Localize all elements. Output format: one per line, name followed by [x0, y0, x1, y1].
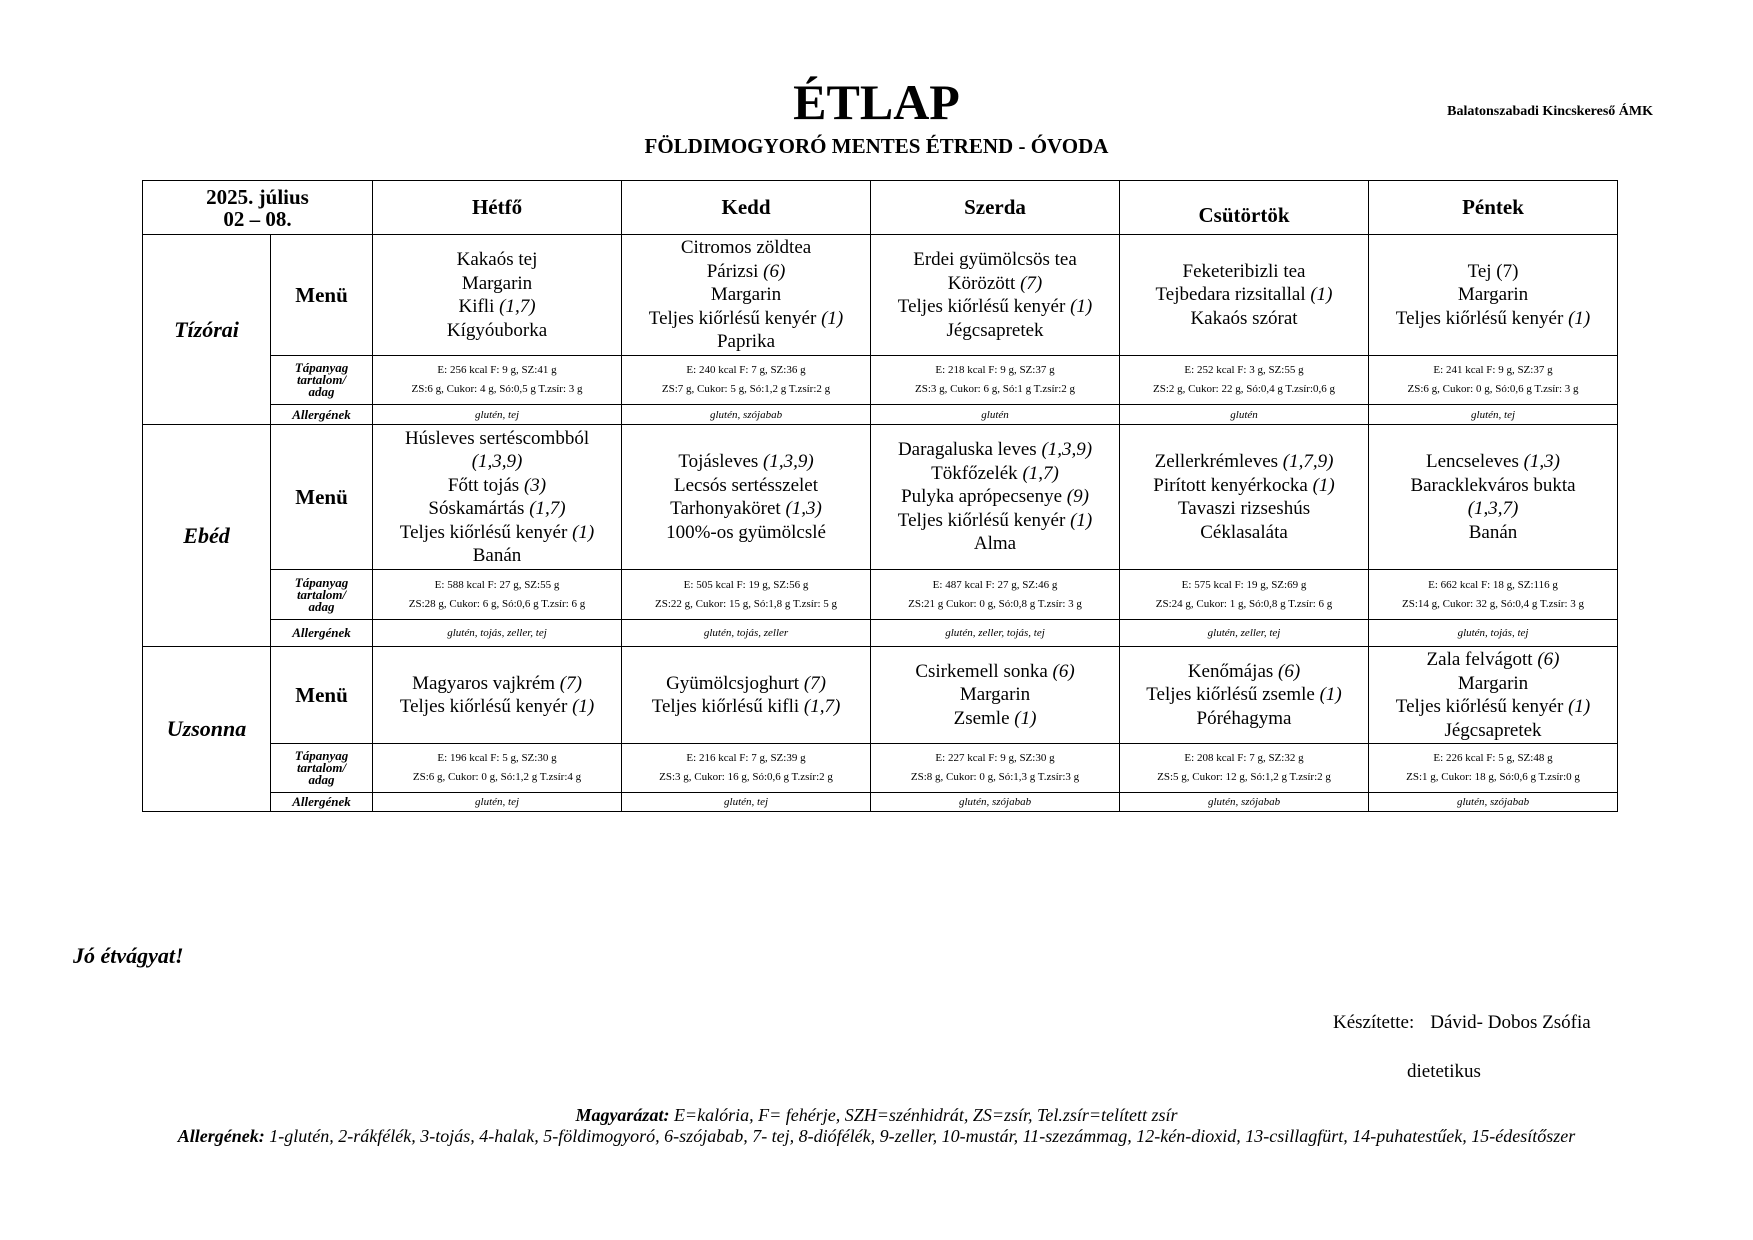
menu-table — [142, 180, 1618, 812]
date-line-1: 2025. július — [206, 184, 309, 209]
menu-item-text: Zala felvágott — [1426, 649, 1538, 670]
menu-row — [143, 235, 1618, 356]
nutrition-cell-monday — [373, 356, 622, 405]
menu-item-text: Teljes kiőrlésű kenyér — [897, 509, 1071, 531]
menu-item — [1369, 260, 1617, 284]
nutrition-label-line: tartalom/ — [296, 760, 347, 775]
author-role: dietetikus — [1407, 1061, 1481, 1082]
menu-cell-thursday — [1120, 647, 1369, 744]
nutrition-line: E: 241 kcal F: 9 g, SZ:37 g — [1433, 364, 1553, 376]
nutrition-cell-monday — [373, 570, 622, 620]
menu-item — [871, 462, 1119, 486]
nutrition-cell-thursday — [1120, 744, 1369, 793]
nutrition-label-line: tartalom/ — [296, 586, 347, 602]
menu-cell-friday — [1369, 647, 1618, 744]
nutrition-line: E: 575 kcal F: 19 g, SZ:69 g — [1181, 578, 1307, 591]
menu-item-text: Csirkemell sonka — [915, 660, 1053, 682]
allergen-legend-line — [100, 1126, 1653, 1147]
menu-item-allergen-codes: (1) — [1319, 684, 1342, 706]
menu-item — [871, 272, 1119, 296]
allergen-legend-title: Allergének: — [177, 1126, 265, 1146]
menu-item-text: Gyümölcsjoghurt — [666, 672, 804, 694]
menu-item-text: Margarin — [1457, 672, 1529, 694]
allergen-label: Allergének — [271, 405, 373, 425]
menu-item — [622, 497, 870, 521]
menu-item — [1120, 260, 1368, 284]
meal-name: Tízórai — [143, 235, 271, 425]
menu-item-allergen-codes: (1,3,9) — [471, 451, 523, 472]
menu-cell-monday — [373, 235, 622, 356]
menu-cell-friday — [1369, 235, 1618, 356]
nutrition-label — [271, 744, 373, 793]
menu-item-allergen-codes: (3) — [523, 474, 547, 496]
menu-item — [373, 695, 621, 719]
menu-item-allergen-codes: (1) — [821, 307, 844, 329]
menu-item-text: Teljes kiőrlésű zsemle — [1146, 684, 1320, 706]
nutrition-label-line: adag — [308, 384, 335, 399]
nutrition-line: ZS:21 g Cukor: 0 g, Só:0,8 g T.zsír: 3 g — [908, 597, 1082, 610]
menu-item-text: Banán — [1468, 521, 1518, 543]
menu-item-text: Húsleves sertéscombból — [404, 427, 590, 449]
menu-item-text: Magyaros vajkrém — [412, 672, 560, 694]
menu-row — [143, 647, 1618, 744]
menu-item — [1120, 307, 1368, 331]
allergen-cell-monday: glutén, tojás, zeller, tej — [373, 620, 622, 647]
nutrition-line: ZS:22 g, Cukor: 15 g, Só:1,8 g T.zsír: 5 g — [655, 597, 838, 610]
menu-item — [373, 319, 621, 343]
menu-item-allergen-codes: (1) — [1070, 296, 1093, 317]
nutrition-line: ZS:28 g, Cukor: 6 g, Só:0,6 g T.zsír: 6 g — [408, 597, 586, 610]
menu-item — [622, 450, 870, 474]
menu-item-allergen-codes: (1,7) — [529, 498, 566, 519]
nutrition-row — [143, 570, 1618, 620]
nutrition-line: ZS:6 g, Cukor: 0 g, Só:0,6 g T.zsír: 3 g — [1407, 383, 1579, 395]
menu-item-text: Zsemle — [953, 707, 1015, 729]
nutrition-label-line: Tápanyag — [294, 748, 349, 763]
menu-item-allergen-codes: (9) — [1066, 486, 1089, 508]
nutrition-label-line: Tápanyag — [294, 574, 349, 590]
menu-item-text: Daragaluska leves — [897, 439, 1042, 461]
menu-item-text: Feketeribizli tea — [1182, 260, 1306, 282]
menu-item — [373, 474, 621, 498]
menu-item-text: Tavaszi rizseshús — [1177, 498, 1311, 519]
nutrition-line: ZS:5 g, Cukor: 12 g, Só:1,2 g T.zsír:2 g — [1157, 771, 1331, 783]
menu-item-allergen-codes: (1) — [1070, 509, 1093, 531]
menu-item-text: Céklasaláta — [1200, 521, 1288, 543]
menu-item-allergen-codes: (6) — [763, 260, 786, 282]
header-row — [143, 181, 1618, 235]
menu-item-text: Kifli — [458, 296, 500, 317]
nutrition-line: ZS:6 g, Cukor: 0 g, Só:1,2 g T.zsír:4 g — [412, 771, 582, 783]
menu-item-text: Teljes kiőrlésű kifli — [651, 696, 804, 717]
menu-item — [1120, 450, 1368, 474]
nutrition-line: E: 226 kcal F: 5 g, SZ:48 g — [1433, 752, 1553, 764]
nutrition-label-line: tartalom/ — [296, 372, 347, 387]
menu-item — [1120, 283, 1368, 307]
menu-item — [1369, 648, 1617, 672]
menu-item-text: Kenőmájas — [1187, 660, 1279, 682]
menu-item — [871, 683, 1119, 707]
menu-item-text: Pirított kenyérkocka — [1153, 474, 1313, 496]
nutrition-line: E: 662 kcal F: 18 g, SZ:116 g — [1428, 578, 1558, 591]
menu-item-text: Kígyóuborka — [446, 319, 548, 341]
menu-item-text: Teljes kiőrlésű kenyér — [648, 307, 822, 329]
author-name: Dávid- Dobos Zsófia — [1430, 1012, 1591, 1033]
nutrition-cell-wednesday — [871, 356, 1120, 405]
author-label: Készítette: — [1333, 1012, 1415, 1033]
menu-item-text: Margarin — [710, 284, 782, 306]
menu-item — [871, 509, 1119, 533]
menu-item-allergen-codes: (1,3) — [1523, 451, 1561, 472]
menu-item-allergen-codes: (1) — [1568, 307, 1591, 329]
menu-item-text: Sóskamártás — [428, 498, 530, 519]
menu-item-text: Tojásleves — [678, 451, 764, 472]
nutrition-cell-monday — [373, 744, 622, 793]
menu-item-text: Kakaós tej — [456, 249, 538, 270]
nutrition-cell-friday — [1369, 356, 1618, 405]
nutrition-label-line: adag — [308, 772, 335, 787]
menu-item-allergen-codes: (1) — [572, 696, 595, 717]
menu-item-text: Főtt tojás — [447, 474, 524, 496]
menu-item — [871, 707, 1119, 731]
nutrition-line: E: 196 kcal F: 5 g, SZ:30 g — [437, 752, 557, 764]
menu-cell-monday — [373, 647, 622, 744]
menu-item-allergen-codes: (1,3,9) — [763, 451, 814, 472]
nutrition-line: E: 218 kcal F: 9 g, SZ:37 g — [935, 364, 1055, 376]
menu-item-allergen-codes: (1,3) — [785, 498, 822, 519]
nutrition-line: E: 252 kcal F: 3 g, SZ:55 g — [1184, 364, 1304, 376]
menu-row — [143, 425, 1618, 570]
nutrition-cell-friday — [1369, 744, 1618, 793]
allergen-label: Allergének — [271, 620, 373, 647]
nutrition-cell-friday — [1369, 570, 1618, 620]
nutrition-line: E: 208 kcal F: 7 g, SZ:32 g — [1184, 752, 1304, 764]
nutrition-line: E: 216 kcal F: 7 g, SZ:39 g — [686, 752, 806, 764]
menu-item — [622, 260, 870, 284]
nutrition-label-line: Tápanyag — [294, 360, 349, 375]
menu-item-text: Körözött — [947, 272, 1021, 294]
menu-cell-wednesday — [871, 425, 1120, 570]
legend — [100, 1105, 1653, 1147]
menu-cell-thursday — [1120, 425, 1369, 570]
nutrition-line: E: 240 kcal F: 7 g, SZ:36 g — [686, 364, 806, 376]
menu-label: Menü — [271, 425, 373, 570]
menu-item — [622, 330, 870, 354]
menu-item-text: Paprika — [716, 331, 776, 353]
menu-label: Menü — [271, 647, 373, 744]
nutrition-line: ZS:24 g, Cukor: 1 g, Só:0,8 g T.zsír: 6 g — [1155, 597, 1333, 610]
nutrition-cell-wednesday — [871, 570, 1120, 620]
menu-item — [871, 532, 1119, 556]
allergen-cell-friday: glutén, tojás, tej — [1369, 620, 1618, 647]
menu-item — [373, 295, 621, 319]
menu-cell-tuesday — [622, 425, 871, 570]
nutrition-cell-thursday — [1120, 570, 1369, 620]
menu-item — [1120, 707, 1368, 731]
allergen-cell-monday: glutén, tej — [373, 405, 622, 425]
nutrition-line: E: 588 kcal F: 27 g, SZ:55 g — [434, 578, 560, 591]
menu-item-text: Margarin — [959, 684, 1031, 706]
day-header-tuesday: Kedd — [622, 181, 871, 235]
menu-item-allergen-codes: (1,7) — [1022, 462, 1059, 484]
menu-item-text: Póréhagyma — [1196, 707, 1292, 729]
menu-cell-thursday — [1120, 235, 1369, 356]
day-header-thursday: Csütörtök — [1120, 181, 1369, 235]
allergen-cell-wednesday: glutén, szójabab — [871, 793, 1120, 812]
menu-item — [1369, 672, 1617, 696]
institution-name: Balatonszabadi Kincskereső ÁMK — [1447, 104, 1653, 119]
nutrition-line: ZS:6 g, Cukor: 4 g, Só:0,5 g T.zsír: 3 g — [411, 383, 583, 395]
allergen-cell-friday: glutén, szójabab — [1369, 793, 1618, 812]
nutrition-line: E: 227 kcal F: 9 g, SZ:30 g — [935, 752, 1055, 764]
menu-item — [1120, 521, 1368, 545]
allergen-cell-thursday: glutén — [1120, 405, 1369, 425]
menu-item-text: Tarhonyaköret — [670, 498, 786, 519]
menu-cell-tuesday — [622, 235, 871, 356]
allergen-row — [143, 793, 1618, 812]
legend-text: E=kalória, F= fehérje, SZH=szénhidrát, ZS=zsír, Tel.zsír=telített zsír — [669, 1105, 1178, 1125]
menu-item-text: Teljes kiőrlésű kenyér — [1395, 307, 1569, 329]
menu-item-allergen-codes: (1) — [1310, 284, 1333, 306]
menu-item-text: Teljes kiőrlésű kenyér — [399, 521, 573, 543]
menu-item — [1369, 521, 1617, 545]
menu-item-text: Pulyka aprópecsenye — [901, 486, 1067, 508]
day-header-wednesday: Szerda — [871, 181, 1120, 235]
menu-item — [373, 450, 621, 474]
menu-item-text: Jégcsapretek — [946, 319, 1044, 341]
menu-item-text: Lecsós sertésszelet — [674, 474, 819, 496]
menu-item-allergen-codes: (6) — [1278, 660, 1301, 682]
legend-line — [100, 1105, 1653, 1126]
menu-item-allergen-codes: (1) — [572, 521, 595, 543]
date-range-cell — [143, 181, 373, 235]
menu-item — [622, 236, 870, 260]
allergen-legend-text: 1-glutén, 2-rákfélék, 3-tojás, 4-halak, 5-földimogyoró, 6-szójabab, 7- tej, 8-diófélék, 9-zeller, 10-mustár, 11-szezámmag, 12-kén-dioxid, 13-csillagfürt, 14-puhatestűek, 15-édesítőszer — [264, 1126, 1576, 1146]
menu-item-text: Citromos zöldtea — [680, 237, 812, 259]
menu-item — [1369, 695, 1617, 719]
menu-cell-friday — [1369, 425, 1618, 570]
menu-item-allergen-codes: (6) — [1537, 649, 1560, 670]
allergen-row — [143, 405, 1618, 425]
nutrition-line: ZS:2 g, Cukor: 22 g, Só:0,4 g T.zsír:0,6 g — [1153, 383, 1336, 395]
menu-item — [1369, 283, 1617, 307]
allergen-cell-thursday: glutén, szójabab — [1120, 793, 1369, 812]
menu-item — [1120, 683, 1368, 707]
menu-item — [1369, 307, 1617, 331]
nutrition-line: ZS:3 g, Cukor: 6 g, Só:1 g T.zsír:2 g — [915, 383, 1076, 395]
menu-item — [1369, 497, 1617, 521]
menu-cell-wednesday — [871, 647, 1120, 744]
meal-name: Uzsonna — [143, 647, 271, 812]
menu-item — [373, 521, 621, 545]
menu-item-allergen-codes: (1) — [1014, 707, 1037, 729]
menu-item-text: Zellerkrémleves — [1154, 451, 1283, 472]
allergen-cell-monday: glutén, tej — [373, 793, 622, 812]
nutrition-label-line: adag — [308, 598, 335, 614]
menu-item — [871, 295, 1119, 319]
menu-item — [871, 319, 1119, 343]
menu-item-text: 100%-os gyümölcslé — [666, 521, 826, 543]
menu-item — [1369, 719, 1617, 743]
menu-item-text: Tej (7) — [1467, 260, 1519, 282]
menu-item — [1120, 474, 1368, 498]
menu-item-text: Baracklekváros bukta — [1410, 474, 1576, 496]
nutrition-cell-thursday — [1120, 356, 1369, 405]
nutrition-line: ZS:1 g, Cukor: 18 g, Só:0,6 g T.zsír:0 g — [1406, 771, 1580, 783]
menu-item — [373, 497, 621, 521]
menu-item — [373, 272, 621, 296]
allergen-label: Allergének — [271, 793, 373, 812]
menu-cell-monday — [373, 425, 622, 570]
allergen-cell-friday: glutén, tej — [1369, 405, 1618, 425]
menu-item — [373, 672, 621, 696]
allergen-row — [143, 620, 1618, 647]
day-header-friday: Péntek — [1369, 181, 1618, 235]
menu-item-text: Margarin — [1457, 284, 1529, 306]
nutrition-cell-tuesday — [622, 744, 871, 793]
menu-cell-tuesday — [622, 647, 871, 744]
day-header-monday: Hétfő — [373, 181, 622, 235]
legend-title: Magyarázat: — [575, 1105, 670, 1125]
page-subtitle: FÖLDIMOGYORÓ MENTES ÉTREND - ÓVODA — [644, 134, 1109, 158]
menu-item — [622, 521, 870, 545]
menu-item-allergen-codes: (6) — [1052, 660, 1075, 682]
menu-item — [373, 427, 621, 451]
menu-item-text: Kakaós szórat — [1190, 307, 1298, 329]
author-line — [1333, 1012, 1591, 1034]
menu-item-text: Banán — [472, 545, 522, 566]
menu-item-allergen-codes: (1) — [1568, 696, 1591, 717]
menu-item — [622, 474, 870, 498]
menu-label: Menü — [271, 235, 373, 356]
menu-item — [622, 695, 870, 719]
nutrition-line: ZS:8 g, Cukor: 0 g, Só:1,3 g T.zsír:3 g — [910, 771, 1080, 783]
nutrition-line: ZS:7 g, Cukor: 5 g, Só:1,2 g T.zsír:2 g — [661, 383, 831, 395]
menu-item — [373, 248, 621, 272]
menu-item-text: Lencseleves — [1426, 451, 1524, 472]
nutrition-line: E: 256 kcal F: 9 g, SZ:41 g — [437, 364, 557, 376]
page-title: ÉTLAP — [793, 74, 960, 130]
menu-item-text: Alma — [973, 533, 1017, 555]
nutrition-row — [143, 356, 1618, 405]
menu-item-text: Margarin — [461, 272, 533, 294]
nutrition-label — [271, 570, 373, 620]
allergen-cell-wednesday: glutén, zeller, tojás, tej — [871, 620, 1120, 647]
menu-item-text: Teljes kiőrlésű kenyér — [1395, 696, 1569, 717]
menu-item — [1120, 497, 1368, 521]
menu-item — [1120, 660, 1368, 684]
nutrition-label — [271, 356, 373, 405]
menu-item-allergen-codes: (7) — [803, 672, 826, 694]
nutrition-cell-tuesday — [622, 356, 871, 405]
allergen-cell-thursday: glutén, zeller, tej — [1120, 620, 1369, 647]
menu-item — [1369, 474, 1617, 498]
greeting: Jó étvágyat! — [73, 943, 184, 968]
menu-item-allergen-codes: (1,7) — [499, 296, 536, 317]
allergen-cell-tuesday: glutén, szójabab — [622, 405, 871, 425]
menu-item-allergen-codes: (7) — [1020, 272, 1043, 294]
menu-item-text: Tejbedara rizsitallal — [1155, 284, 1311, 306]
nutrition-row — [143, 744, 1618, 793]
nutrition-line: ZS:3 g, Cukor: 16 g, Só:0,6 g T.zsír:2 g — [659, 771, 833, 783]
menu-item — [373, 544, 621, 568]
menu-item-text: Tökfőzelék — [931, 462, 1023, 484]
menu-cell-wednesday — [871, 235, 1120, 356]
allergen-cell-tuesday: glutén, tej — [622, 793, 871, 812]
nutrition-cell-tuesday — [622, 570, 871, 620]
menu-item — [871, 660, 1119, 684]
date-line-2: 02 – 08. — [223, 206, 292, 231]
nutrition-cell-wednesday — [871, 744, 1120, 793]
meal-name: Ebéd — [143, 425, 271, 647]
menu-item — [622, 307, 870, 331]
allergen-cell-wednesday: glutén — [871, 405, 1120, 425]
menu-item-text: Jégcsapretek — [1444, 719, 1542, 741]
menu-item-text: Teljes kiőrlésű kenyér — [399, 696, 573, 717]
nutrition-line: E: 487 kcal F: 27 g, SZ:46 g — [932, 578, 1058, 591]
menu-item — [871, 438, 1119, 462]
menu-item — [1369, 450, 1617, 474]
menu-item-allergen-codes: (1,7) — [803, 696, 841, 717]
nutrition-line: ZS:14 g, Cukor: 32 g, Só:0,4 g T.zsír: 3 g — [1402, 597, 1585, 610]
allergen-cell-tuesday: glutén, tojás, zeller — [622, 620, 871, 647]
menu-item — [871, 248, 1119, 272]
menu-item-allergen-codes: (1,3,9) — [1041, 439, 1093, 461]
menu-item — [622, 672, 870, 696]
menu-item-text: Erdei gyümölcsös tea — [913, 249, 1077, 270]
menu-item-text: Párizsi — [706, 260, 764, 282]
menu-item-allergen-codes: (1) — [1312, 474, 1335, 496]
menu-item-allergen-codes: (1,3,7) — [1467, 498, 1519, 519]
nutrition-line: E: 505 kcal F: 19 g, SZ:56 g — [683, 578, 809, 591]
menu-item-allergen-codes: (7) — [559, 672, 582, 694]
menu-item-text: Teljes kiőrlésű kenyér — [897, 296, 1071, 317]
menu-item — [622, 283, 870, 307]
menu-item — [871, 485, 1119, 509]
menu-item-allergen-codes: (1,7,9) — [1282, 451, 1334, 472]
